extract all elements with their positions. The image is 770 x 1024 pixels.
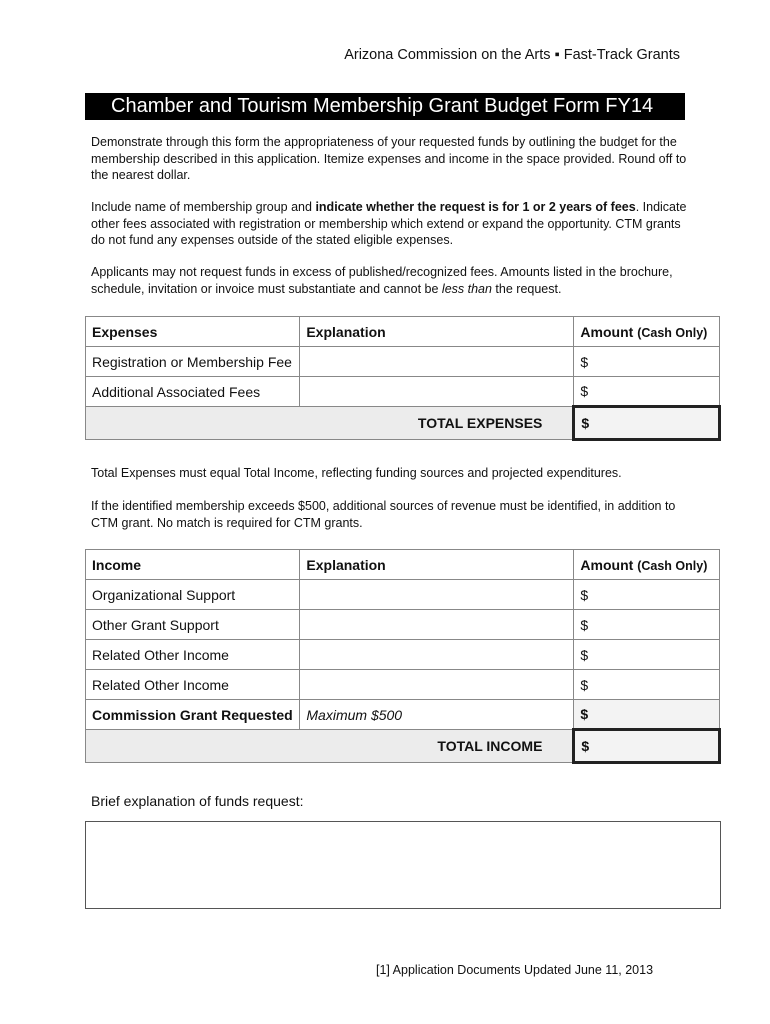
income-explanation-field[interactable] [300, 580, 574, 610]
income-amount-field[interactable]: $ [574, 610, 720, 640]
expenses-header-row [86, 317, 720, 347]
income-explanation-field[interactable] [300, 610, 574, 640]
total-income-amount-field[interactable]: $ [574, 730, 720, 763]
income-amount-field[interactable]: $ [574, 640, 720, 670]
income-amount-field[interactable]: $ [574, 580, 720, 610]
table-row [86, 347, 720, 377]
income-explanation-field[interactable] [300, 640, 574, 670]
middle-paragraph-2: If the identified membership exceeds $500, additional sources of revenue must be identified, in addition to CTM grant. No match is required for CTM grants. [91, 499, 676, 530]
middle-paragraph-1: Total Expenses must equal Total Income, reflecting funding sources and projected expenditures. [91, 466, 622, 480]
table-row [86, 377, 720, 407]
amount-header-main: Amount [580, 323, 634, 340]
explanation-col-header: Explanation [300, 317, 574, 347]
table-row [86, 640, 720, 670]
expense-label: Registration or Membership Fee [86, 347, 300, 377]
commission-grant-row [86, 700, 720, 730]
amount-col-header [574, 317, 720, 347]
income-label: Organizational Support [86, 580, 300, 610]
intro-paragraph-2 [91, 199, 691, 249]
table-row [86, 610, 720, 640]
amount-header-sub: (Cash Only) [637, 325, 708, 340]
total-expenses-label: TOTAL EXPENSES [86, 407, 574, 440]
expenses-table [85, 316, 721, 441]
expenses-col-header: Expenses [86, 317, 300, 347]
intro-p3-pre: Applicants may not request funds in excess of published/recognized fees. Amounts listed in the brochure, schedule, invitation or invoice must substantiate and cannot be [91, 265, 673, 296]
total-income-label: TOTAL INCOME [86, 730, 574, 763]
table-row [86, 670, 720, 700]
income-label: Other Grant Support [86, 610, 300, 640]
expense-explanation-field[interactable] [300, 347, 574, 377]
intro-p2-post: . Indicate other fees associated with registration or membership which extend or expand the opportunity. CTM grants do not fund any expenses outside of the stated eligible expenses. [91, 200, 687, 247]
total-expenses-row [86, 407, 720, 440]
explanation-col-header: Explanation [300, 550, 574, 580]
income-label: Related Other Income [86, 640, 300, 670]
amount-header-main: Amount [580, 556, 634, 573]
expense-explanation-field[interactable] [300, 377, 574, 407]
expense-label: Additional Associated Fees [86, 377, 300, 407]
table-row [86, 580, 720, 610]
expense-amount-field[interactable]: $ [574, 347, 720, 377]
income-label: Related Other Income [86, 670, 300, 700]
total-expenses-amount-field[interactable]: $ [574, 407, 720, 440]
income-amount-field[interactable]: $ [574, 670, 720, 700]
commission-grant-label: Commission Grant Requested [86, 700, 300, 730]
commission-grant-explanation: Maximum $500 [300, 700, 574, 730]
intro-p2-pre: Include name of membership group and [91, 200, 316, 214]
org-header: Arizona Commission on the Arts ▪ Fast-Track Grants [344, 47, 680, 63]
commission-grant-amount-field[interactable]: $ [574, 700, 720, 730]
income-col-header: Income [86, 550, 300, 580]
brief-explanation-label: Brief explanation of funds request: [91, 793, 304, 809]
total-income-row [86, 730, 720, 763]
page-footer: [1] Application Documents Updated June 11, 2013 [376, 963, 654, 977]
form-title: Chamber and Tourism Membership Grant Budget Form FY14 [85, 93, 685, 120]
amount-header-sub: (Cash Only) [637, 558, 708, 573]
brief-explanation-field[interactable] [85, 821, 721, 909]
amount-col-header [574, 550, 720, 580]
income-header-row [86, 550, 720, 580]
intro-p3-italic: less than [441, 281, 492, 296]
expense-amount-field[interactable]: $ [574, 377, 720, 407]
intro-paragraph-3 [91, 264, 691, 297]
income-explanation-field[interactable] [300, 670, 574, 700]
intro-p2-bold: indicate whether the request is for 1 or 2 years of fees [315, 200, 636, 214]
intro-paragraph-1: Demonstrate through this form the appropriateness of your requested funds by outlining the budget for the membership described in this application. Itemize expenses and income in the space provided. Round off to the nearest dollar. [91, 135, 687, 182]
intro-p3-post: the request. [491, 281, 562, 296]
income-table [85, 549, 721, 764]
